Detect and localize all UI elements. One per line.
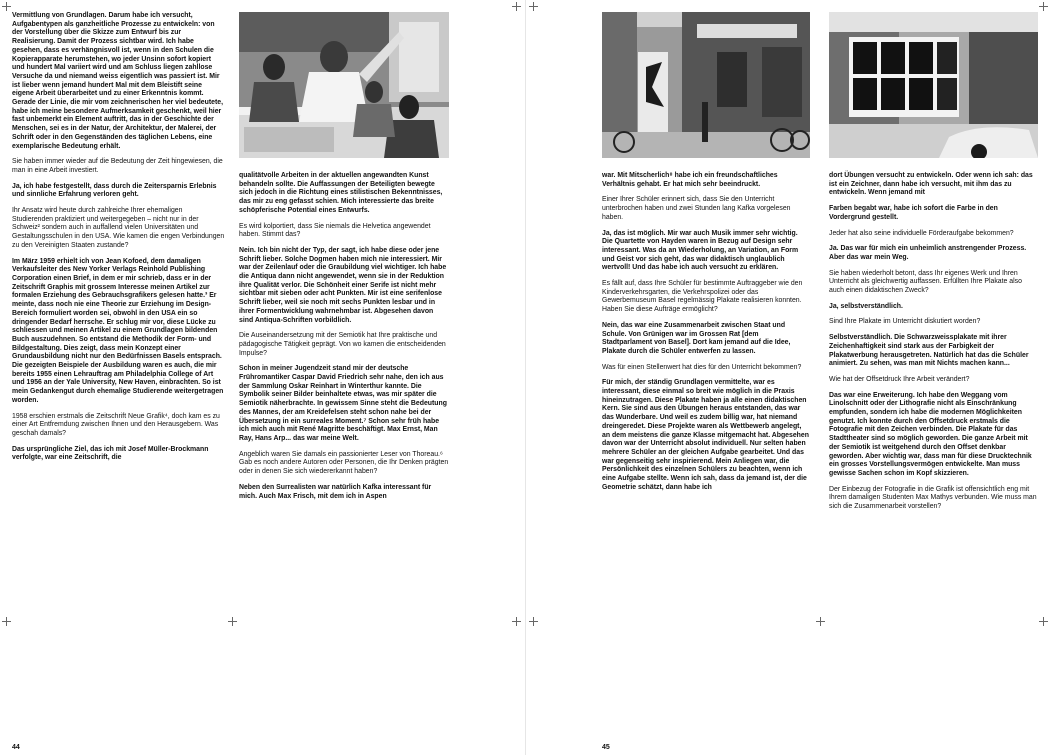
- text-column-2: [239, 172, 449, 508]
- crop-mark: [529, 2, 538, 11]
- answer-paragraph: Das ursprüngliche Ziel, das ich mit Josef Müller-Brockmann verfolgte, war eine Zeitschrift, die: [12, 445, 209, 462]
- crop-mark: [1039, 2, 1048, 11]
- photo-street: [602, 12, 810, 158]
- question-paragraph: Die Auseinandersetzung mit der Semiotik hat Ihre praktische und pädagogische Tätigkeit geprägt. Von wo kamen die entscheidenden Impulse?: [239, 332, 446, 357]
- answer-paragraph: Selbstverständlich. Die Schwarzweissplakate mit ihrer Zeichenhaftigkeit sind stark aus der Farbigkeit der Plakatwerbung herausgetreten. Natürlich hat das die Schüler animiert. Zu sehen, was man mit Nichts machen kann...: [829, 334, 1029, 368]
- crop-mark: [2, 2, 11, 11]
- answer-paragraph: Schon in meiner Jugendzeit stand mir der deutsche Frühromantiker Caspar David Friedrich sehr nahe, den ich aus der Sammlung Oskar Reinhart in Winterthur kannte. Die Symbolik seiner Bilder beinhaltete etwas, was mir später die Semiotik näherbrachte. In gewissem Sinne steht die Bedeutung des Mannes, der am Kreidefelsen steht schon nahe bei der Übersetzung in ein surreales Moment.⁷ Schon sehr früh habe ich mich auch mit René Magritte beschäftigt. Max Ernst, Man Ray, Hans Arp... das war meine Welt.: [239, 365, 447, 442]
- text-column-3: [602, 172, 810, 500]
- crop-mark: [2, 617, 11, 626]
- answer-paragraph: Vermittlung von Grundlagen. Darum habe ich versucht, Aufgabentypen als ganzheitliche Prozesse zu entwickeln: von der Vorstellung über die Skizze zum Entwurf bis zur Realisierung. Damit der Prozess sichtbar wird. Ich habe gesehen, dass es verhängnisvoll ist, wenn in den Schulen die Kopierapparate herumstehen, wo jeder Unsinn sofort kopiert und hundert Mal variiert wird und am Schluss liegen zahllose Versuche da und niemand weiss eigentlich was passiert ist. Mir ist lieber wenn jemand hundert Mal mit dem Bleistift seine eigene Arbeit überarbeitet und zu einer Erkenntnis kommt. Gerade der Linie, die mir vom zeichnerischen her viel bedeutete, habe ich meine besondere Aufmerksamkeit geschenkt, weil hier fast unbemerkt ein Element auftritt, das in der Geschichte der Menschen, sei es in der Natur, der Architektur, der Malerei, der Schrift oder in den Gegenständen des täglichen Lebens, eine exemplarische Bedeutung erhält.: [12, 12, 224, 150]
- page-number-right: 45: [602, 744, 610, 751]
- answer-paragraph: Ja, das ist möglich. Mir war auch Musik immer sehr wichtig. Die Quartette von Hayden waren in Bezug auf Design sehr interessant. Was da an Wiederholung, an Variation, an Form und Geist vor sich geht, das war didaktisch unglaublich wertvoll! Und das habe ich auch versucht zu erklären.: [602, 229, 799, 272]
- question-paragraph: Sie haben wiederholt betont, dass Ihr eigenes Werk und Ihren Unterricht als gleichwertig auffassen. Erfüllten Ihre Plakate also auch einen didaktischen Zweck?: [829, 269, 1022, 295]
- answer-paragraph: Das war eine Erweiterung. Ich habe den Weggang vom Linolschnitt oder der Lithografie nicht als Einschränkung empfunden, sondern ich habe die modernen Möglichkeiten genutzt. Ich konnte durch den Offsetdruck erstmals die Fotografie mit den Zeichen verbinden. Die Plakate für das Stadttheater sind so möglich geworden. Die ganze Arbeit mit der Semiotik ist weitgehend durch den Offset denkbar geworden. Aber wichtig war, dass man für diese Drucktechnik ein grosses Vorstellungsvermögen entwickelte. Man muss gewisse Sachen schon im Kopf skizzieren.: [829, 391, 1032, 477]
- answer-paragraph: qualitätvolle Arbeiten in der aktuellen angewandten Kunst behandeln sollte. Die Auffassungen der Beteiligten bewegte sich jedoch in die Richtung eines stilistischen Bekenntnisses, das mir zu eng gefasst schien. Mich interessierte das breite schöpferische Potential eines Entwurfs.: [239, 172, 443, 214]
- answer-paragraph: war. Mit Mitscherlich⁸ habe ich ein freundschaftliches Verhältnis gehabt. Er hat mich sehr beeindruckt.: [602, 172, 778, 188]
- answer-paragraph: Nein, das war eine Zusammenarbeit zwischen Staat und Schule. Von Grünigen war im Grossen Rat [dem Stadtparlament von Basel]. Dort kam jemand auf die Idee, Plakate durch die Schüler entwerfen zu lassen.: [602, 321, 791, 355]
- page-number-left: 44: [12, 744, 20, 751]
- answer-paragraph: Ja, ich habe festgestellt, dass durch die Zeitersparnis Erlebnis und sinnliche Erfahrung verloren geht.: [12, 182, 217, 199]
- answer-paragraph: Für mich, der ständig Grundlagen vermittelte, war es interessant, diese einmal so breit wie möglich in die Praxis hineinzutragen. Diese Plakate haben ja alle einen didaktischen Kern. Sie sind aus den Übungen heraus entstanden, das war das Wunderbare. Und weil es zudem billig war, hat niemand dreingeredet. Diese Projekte waren als Wettbewerb angelegt, an dem meistens die ganze Klasse mitgemacht hat. Abgesehen davon war der Unterricht absolut individuell. Nur selten haben mehrere Schüler an der gleichen Aufgabe gearbeitet. Und das war gegenseitig sehr inspirierend. Mein Anliegen war, die Persönlichkeit des einzelnen Schülers zu beachten, wenn ich eine Aufgabe stellte. Wenn ich sah, dass da jemand ist, der die Geometrie schätzt, dann habe ich: [602, 379, 809, 491]
- question-paragraph: 1958 erschien erstmals die Zeitschrift Neue Grafik⁴, doch kam es zu einer Art Entfremdung zwischen Ihnen und den Herausgebern. Was geschah damals?: [12, 412, 220, 437]
- question-paragraph: Es wird kolportiert, dass Sie niemals die Helvetica angewendet haben. Stimmt das?: [239, 222, 431, 239]
- spread-gutter: [525, 0, 526, 755]
- question-paragraph: Sie haben immer wieder auf die Bedeutung der Zeit hingewiesen, die man in eine Arbeit investiert.: [12, 158, 223, 174]
- question-paragraph: Jeder hat also seine individuelle Förderaufgabe bekommen?: [829, 229, 1014, 237]
- question-paragraph: Der Einbezug der Fotografie in die Grafik ist offensichtlich eng mit Ihrem damaligen Studenten Max Mathys verbunden. Wie muss man sich die Zusammenarbeit vorstellen?: [829, 485, 1037, 511]
- photo-classroom: [239, 12, 449, 158]
- answer-paragraph: Ja. Das war für mich ein unheimlich anstrengender Prozess. Aber das war mein Weg.: [829, 245, 1027, 261]
- answer-paragraph: Ja, selbstverständlich.: [829, 302, 903, 310]
- crop-mark: [512, 617, 521, 626]
- crop-mark: [816, 617, 825, 626]
- question-paragraph: Angeblich waren Sie damals ein passionierter Leser von Thoreau.⁶ Gab es noch andere Autoren oder Personen, die Ihr Denken prägten oder in denen Sie sich wiedererkannt haben?: [239, 450, 449, 476]
- question-paragraph: Es fällt auf, dass Ihre Schüler für bestimmte Auftraggeber wie den Kinderverkehrsgarten, die Verkehrspolizei oder das Gewerbemuseum Basel regelmässig Plakate realisieren konnten. Haben Sie diese Aufträge ermöglicht?: [602, 280, 803, 314]
- question-paragraph: Einer Ihrer Schüler erinnert sich, dass Sie den Unterricht unterbrochen haben und zwei Stunden lang Kafka vorgelesen haben.: [602, 196, 791, 221]
- answer-paragraph: Neben den Surrealisten war natürlich Kafka interessant für mich. Auch Max Frisch, mit dem ich in Aspen: [239, 483, 432, 500]
- text-column-4: [829, 172, 1038, 519]
- crop-mark: [1039, 617, 1048, 626]
- question-paragraph: Wie hat der Offsetdruck Ihre Arbeit verändert?: [829, 375, 970, 383]
- question-paragraph: Ihr Ansatz wird heute durch zahlreiche Ihrer ehemaligen Studierenden praktiziert und weitergegeben – nicht nur in der Schweiz² sondern auch in auffallend vielen Universitäten und Gestaltungsschulen in den USA. Wie kamen die engen Verbindungen zu den Vereinigten Staaten zustande?: [12, 207, 225, 249]
- answer-paragraph: Nein. Ich bin nicht der Typ, der sagt, ich habe diese oder jene Schrift lieber. Solche Dogmen haben mich nie interessiert. Mir war der Zeilenlauf oder die Graubildung viel wichtiger. Ich habe die Antiqua dann nicht angewendet, wenn sie in der Reduktion ihre Qualität verlor. Die Schönheit einer Serife ist nicht mehr sichtbar mit sieben oder acht Punkten. Mir ist eine serifenlose Schrift lieber, weil sie noch mit sechs Punkten lesbar und in ihrer Formentwicklung wahrnehmbar ist. Abgesehen davon sind Antiqua-Schriften vorbildlich.: [239, 246, 447, 324]
- question-paragraph: Sind Ihre Plakate im Unterricht diskutiert worden?: [829, 318, 981, 326]
- answer-paragraph: Farben begabt war, habe ich sofort die Farbe in den Vordergrund gestellt.: [829, 205, 998, 221]
- crop-mark: [228, 617, 237, 626]
- text-column-1: [12, 12, 225, 470]
- answer-paragraph: Im März 1959 erhielt ich von Jean Kofoed, dem damaligen Verkaufsleiter des New Yorker Verlags Reinhold Publishing Corporation einen Brief, in dem er mir schrieb, dass er in der Zeitschrift Graphis mit grossem Interesse meinen Artikel zur formalen Erziehung des Gebrauchsgrafikers gelesen hatte.³ Er meinte, dass noch nie eine Theorie zur Erziehung im Design-Bereich formuliert worden sei, obwohl in den USA ein so dringender Bedarf herrsche. Er schlug mir vor, diese Lücke zu schliessen und meinen Artikel zu einem Grundlagen bildenden Buch auszudehnen. So entstand die Methodik der Form- und Bildgestaltung. Dies zeigt, dass mein Konzept einer Grundausbildung nicht nur den Bedürfnissen Basels entsprach. Die gezeigten Beispiele der Ausbildung waren es auch, die mir bereits 1955 einen Lehrauftrag am Philadelphia College of Art und 1956 an der Yale University, New Haven, einbrachten. So ist mein Gedankengut durch ehemalige Studierende weitergetragen worden.: [12, 257, 224, 404]
- question-paragraph: Was für einen Stellenwert hat dies für den Unterricht bekommen?: [602, 363, 802, 371]
- crop-mark: [529, 617, 538, 626]
- photo-billboard: [829, 12, 1038, 158]
- crop-mark: [512, 2, 521, 11]
- answer-paragraph: dort Übungen versucht zu entwickeln. Oder wenn ich sah: das ist ein Zeichner, dann habe ich versucht, mit ihm das zu entwickeln. Wenn jemand mit: [829, 172, 1033, 197]
